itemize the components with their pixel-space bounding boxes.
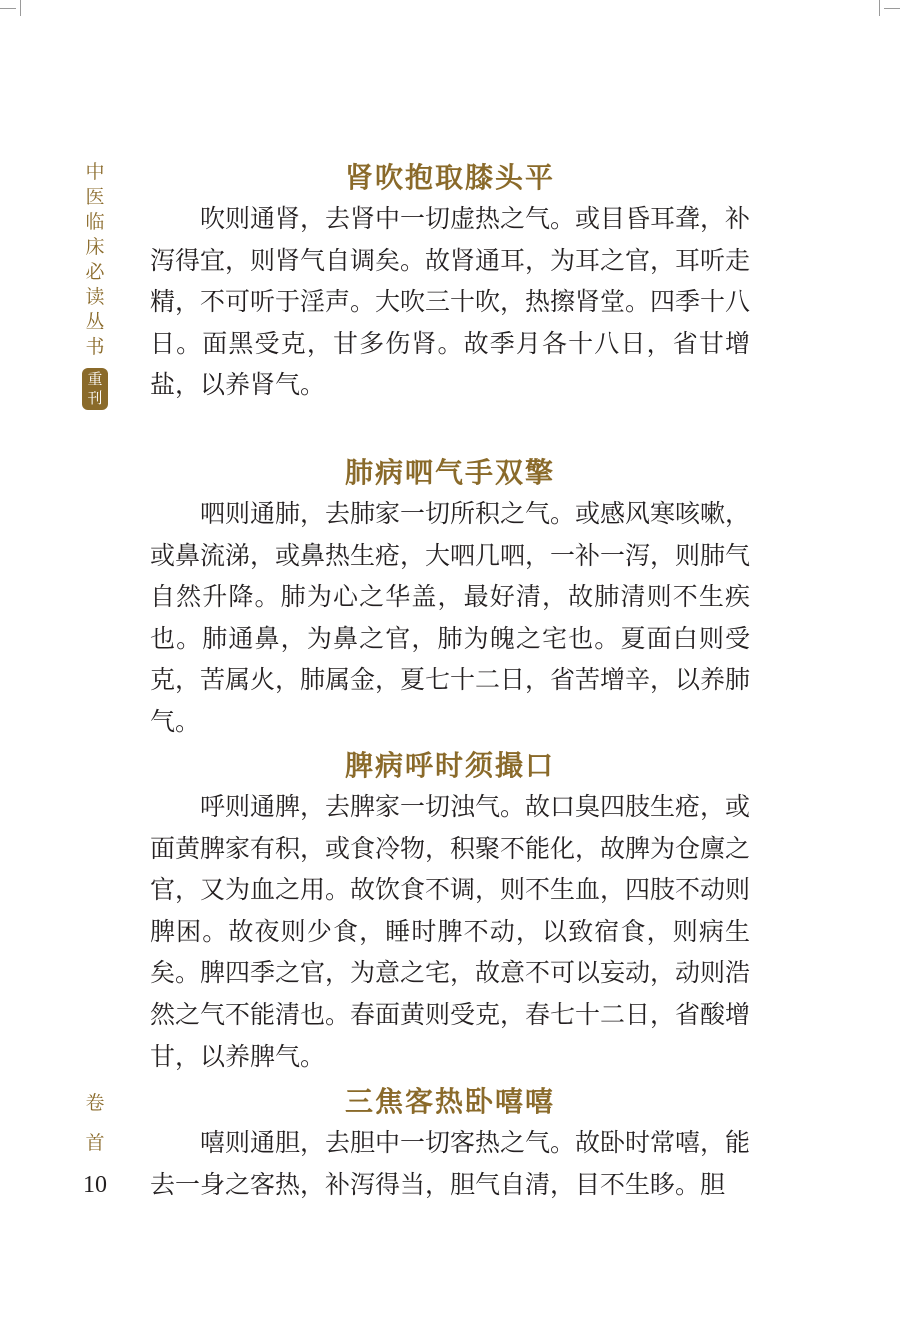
section-title: 肾吹抱取膝头平 [344,161,555,194]
section-title: 三焦客热卧嘻嘻 [344,1085,555,1118]
section-body: 吹则通肾，去肾中一切虚热之气。或目昏耳聋，补泻得宜，则肾气自调矣。故肾通耳，为耳之官，耳听走精，不可听于淫声。大吹三十吹，热擦肾堂。四季十八日。面黑受克，甘多伤肾。故季月各十八日，省甘增盐，以养肾气。 [150,204,751,400]
seal-char: 刊 [87,389,103,407]
series-char: 必 [85,261,105,283]
volume-char: 首 [85,1132,105,1154]
reprint-seal [82,368,108,410]
crop-mark [879,0,880,16]
volume-char: 卷 [85,1092,105,1114]
crop-mark [20,0,21,16]
series-char: 丛 [85,311,105,333]
section-title: 肺病呬气手双擎 [344,456,555,489]
series-char: 书 [85,336,105,358]
section-title: 脾病呼时须撮口 [344,749,555,782]
section-lung [150,453,750,743]
series-char: 读 [85,286,105,308]
section-kidney [150,158,750,406]
series-title-vertical [80,160,110,410]
series-char: 医 [85,186,105,208]
section-sanjiao [150,1082,750,1205]
section-body: 嘻则通胆，去胆中一切客热之气。故卧时常嘻，能去一身之客热，补泻得当，胆气自清，目不生眵。胆 [150,1128,751,1199]
page-number: 10 [83,1172,107,1198]
crop-mark [0,8,16,9]
section-body: 呬则通肺，去肺家一切所积之气。或感风寒咳嗽，或鼻流涕，或鼻热生疮，大呬几呬，一补一泻，则肺气自然升降。肺为心之华盖，最好清，故肺清则不生疾也。肺通鼻，为鼻之官，肺为魄之宅也。夏面白则受克，苦属火，肺属金，夏七十二日，省苦增辛，以养肺气。 [150,499,751,736]
series-char: 临 [85,211,105,233]
crop-mark [884,8,900,9]
section-spleen [150,746,750,1077]
section-body: 呼则通脾，去脾家一切浊气。故口臭四肢生疮，或面黄脾家有积，或食冷物，积聚不能化，故脾为仓廪之官，又为血之用。故饮食不调，则不生血，四肢不动则脾困。故夜则少食，睡时脾不动，以致宿食，则病生矣。脾四季之官，为意之宅，故意不可以妄动，动则浩然之气不能清也。春面黄则受克，春七十二日，省酸增甘，以养脾气。 [150,792,751,1071]
series-char: 床 [85,236,105,258]
series-char: 中 [85,161,105,183]
seal-char: 重 [87,370,103,388]
